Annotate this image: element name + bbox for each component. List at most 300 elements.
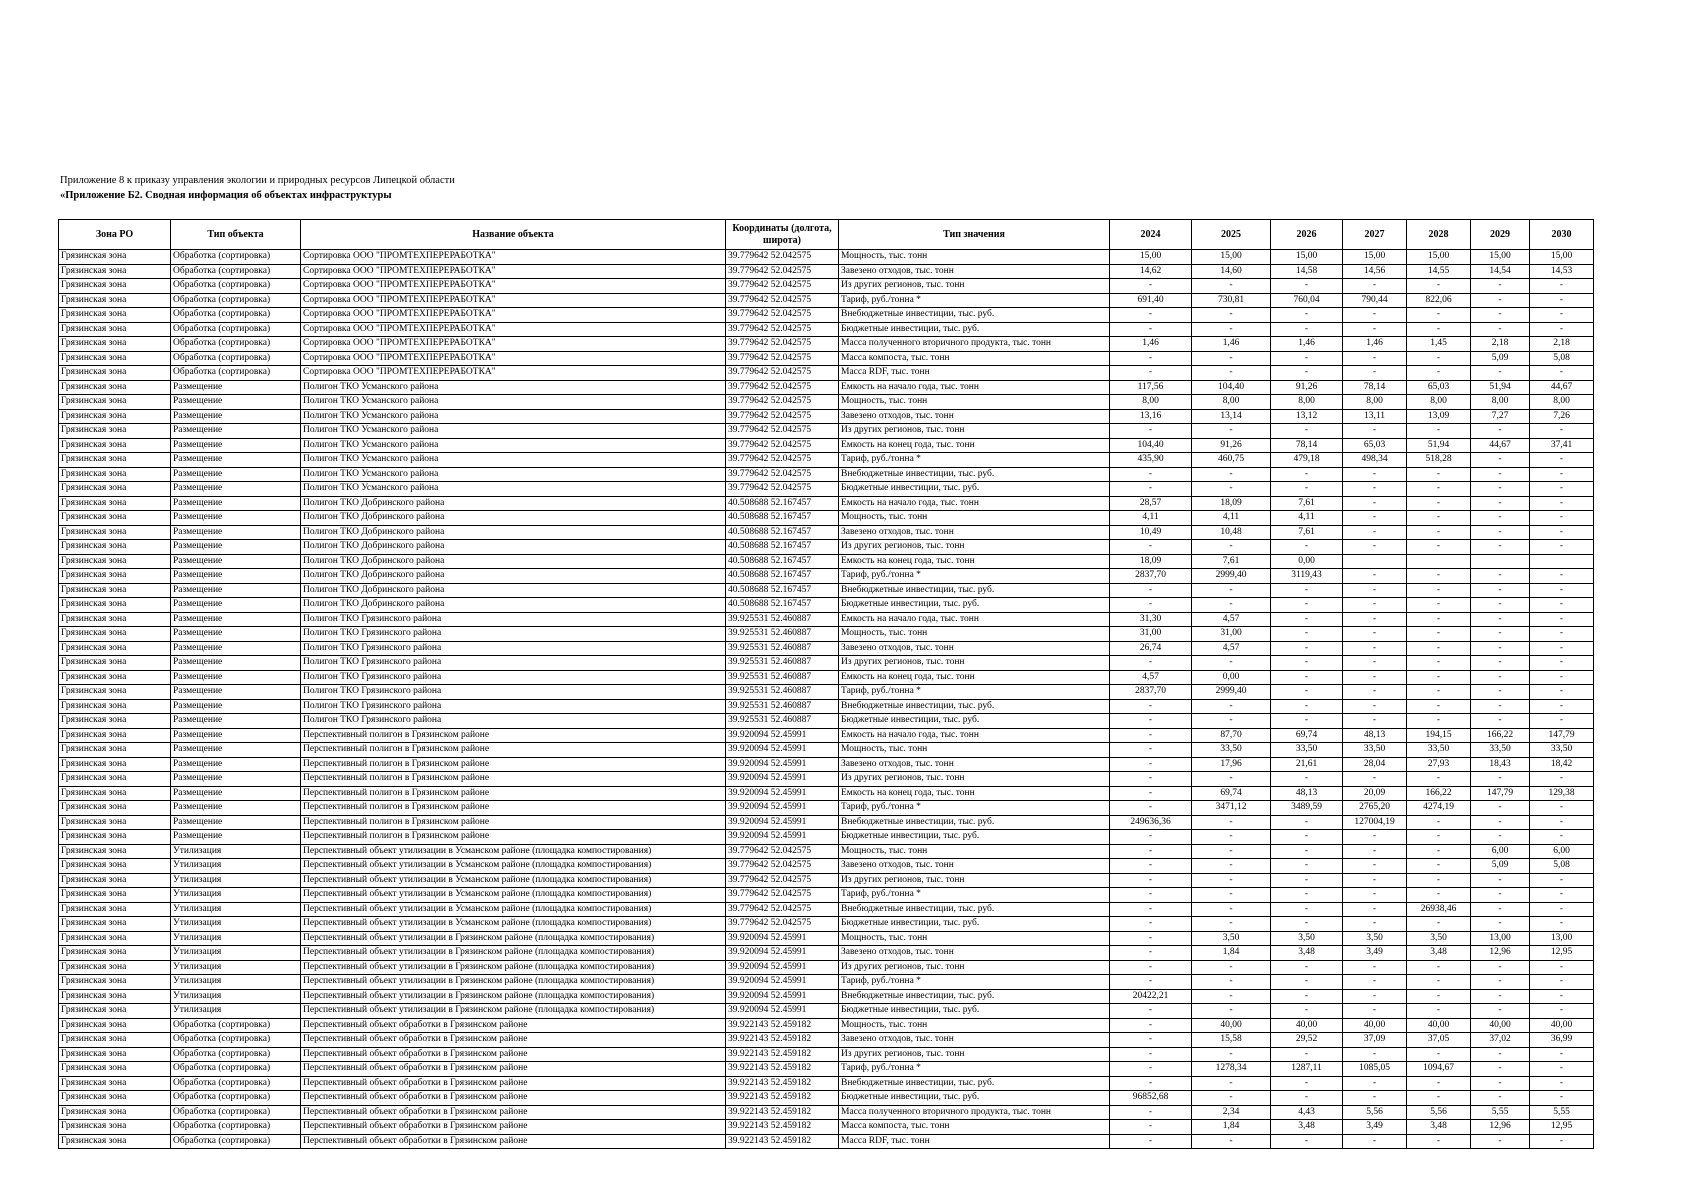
value-cell: -	[1271, 482, 1343, 497]
value-cell: -	[1192, 598, 1271, 613]
value-cell: -	[1530, 1004, 1594, 1019]
value-cell: -	[1471, 1076, 1530, 1091]
value-cell: 5,55	[1530, 1105, 1594, 1120]
value-cell: -	[1271, 699, 1343, 714]
table-cell: Мощность, тыс. тонн	[839, 1018, 1110, 1033]
value-cell: 51,94	[1471, 380, 1530, 395]
value-cell: -	[1343, 844, 1407, 859]
table-cell: Бюджетные инвестиции, тыс. руб.	[839, 1004, 1110, 1019]
value-cell: 4,57	[1192, 641, 1271, 656]
table-body	[59, 250, 1594, 1149]
table-cell: 39.779642 52.042575	[726, 322, 839, 337]
table-cell: 39.779642 52.042575	[726, 293, 839, 308]
value-cell: -	[1343, 569, 1407, 584]
value-cell: -	[1471, 540, 1530, 555]
table-cell: Грязинская зона	[59, 612, 171, 627]
value-cell: -	[1530, 525, 1594, 540]
value-cell: 2837,70	[1110, 685, 1192, 700]
table-cell: Грязинская зона	[59, 467, 171, 482]
value-cell: -	[1407, 1004, 1471, 1019]
value-cell	[1343, 554, 1407, 569]
value-cell: 1,46	[1192, 337, 1271, 352]
value-cell: 15,00	[1343, 250, 1407, 265]
table-cell: Перспективный объект обработки в Грязинском районе	[301, 1018, 726, 1033]
table-row	[59, 1076, 1594, 1091]
table-cell: Грязинская зона	[59, 380, 171, 395]
value-cell: -	[1110, 757, 1192, 772]
value-cell: -	[1471, 714, 1530, 729]
table-cell: 39.920094 52.45991	[726, 772, 839, 787]
value-cell: -	[1192, 482, 1271, 497]
table-cell: Утилизация	[171, 902, 301, 917]
value-cell: 1,84	[1192, 946, 1271, 961]
table-cell: Грязинская зона	[59, 1033, 171, 1048]
value-cell: 12,95	[1530, 1120, 1594, 1135]
value-cell: 91,26	[1271, 380, 1343, 395]
value-cell: -	[1110, 728, 1192, 743]
value-cell: -	[1343, 975, 1407, 990]
value-cell: -	[1530, 960, 1594, 975]
table-cell: 39.925531 52.460887	[726, 714, 839, 729]
table-cell: Размещение	[171, 409, 301, 424]
table-cell: Размещение	[171, 815, 301, 830]
table-cell: Размещение	[171, 757, 301, 772]
table-cell: Размещение	[171, 699, 301, 714]
table-cell: Размещение	[171, 801, 301, 816]
value-cell: -	[1407, 424, 1471, 439]
value-cell: -	[1471, 482, 1530, 497]
value-cell: -	[1407, 772, 1471, 787]
table-cell: Размещение	[171, 670, 301, 685]
value-cell: -	[1407, 525, 1471, 540]
table-cell: Обработка (сортировка)	[171, 293, 301, 308]
value-cell: 117,56	[1110, 380, 1192, 395]
value-cell: 40,00	[1471, 1018, 1530, 1033]
value-cell: 91,26	[1192, 438, 1271, 453]
value-cell: -	[1192, 917, 1271, 932]
value-cell: -	[1271, 815, 1343, 830]
value-cell: 15,58	[1192, 1033, 1271, 1048]
value-cell: -	[1530, 1062, 1594, 1077]
table-cell: Сортировка ООО "ПРОМТЕХПЕРЕРАБОТКА"	[301, 337, 726, 352]
value-cell: -	[1271, 772, 1343, 787]
value-cell: 10,48	[1192, 525, 1271, 540]
value-cell: -	[1343, 656, 1407, 671]
value-cell: -	[1343, 496, 1407, 511]
value-cell: 0,00	[1192, 670, 1271, 685]
value-cell: 127004,19	[1343, 815, 1407, 830]
table-cell: Грязинская зона	[59, 1018, 171, 1033]
table-cell: Грязинская зона	[59, 801, 171, 816]
value-cell: 31,00	[1192, 627, 1271, 642]
value-cell: 12,95	[1530, 946, 1594, 961]
value-cell: 5,56	[1407, 1105, 1471, 1120]
table-cell: Сортировка ООО "ПРОМТЕХПЕРЕРАБОТКА"	[301, 322, 726, 337]
value-cell: 1287,11	[1271, 1062, 1343, 1077]
table-cell: Размещение	[171, 511, 301, 526]
table-cell: Утилизация	[171, 1004, 301, 1019]
value-cell: -	[1110, 801, 1192, 816]
table-cell: Завезено отходов, тыс. тонн	[839, 946, 1110, 961]
value-cell: -	[1110, 1076, 1192, 1091]
value-cell: -	[1110, 873, 1192, 888]
value-cell: -	[1271, 873, 1343, 888]
value-cell: -	[1271, 844, 1343, 859]
value-cell: 730,81	[1192, 293, 1271, 308]
table-cell: Из других регионов, тыс. тонн	[839, 1047, 1110, 1062]
value-cell: 3,49	[1343, 946, 1407, 961]
table-cell: Перспективный полигон в Грязинском районе	[301, 815, 726, 830]
table-cell: 40.508688 52.167457	[726, 511, 839, 526]
table-cell: Бюджетные инвестиции, тыс. руб.	[839, 714, 1110, 729]
value-cell: -	[1407, 583, 1471, 598]
value-cell: -	[1471, 366, 1530, 381]
value-cell: -	[1407, 714, 1471, 729]
value-cell: -	[1343, 511, 1407, 526]
value-cell: -	[1343, 699, 1407, 714]
table-cell: Масса RDF, тыс. тонн	[839, 1134, 1110, 1149]
table-cell: Сортировка ООО "ПРОМТЕХПЕРЕРАБОТКА"	[301, 366, 726, 381]
value-cell: -	[1271, 627, 1343, 642]
value-cell: 498,34	[1343, 453, 1407, 468]
table-cell: Размещение	[171, 714, 301, 729]
table-cell: Утилизация	[171, 931, 301, 946]
table-row	[59, 351, 1594, 366]
value-cell: 15,00	[1471, 250, 1530, 265]
table-cell: Полигон ТКО Усманского района	[301, 438, 726, 453]
table-cell: Утилизация	[171, 989, 301, 1004]
value-cell: -	[1471, 279, 1530, 294]
table-cell: Внебюджетные инвестиции, тыс. руб.	[839, 1076, 1110, 1091]
table-cell: 39.920094 52.45991	[726, 801, 839, 816]
table-cell: Емкость на конец года, тыс. тонн	[839, 438, 1110, 453]
table-cell: Грязинская зона	[59, 917, 171, 932]
infrastructure-table	[58, 219, 1594, 1149]
value-cell: -	[1271, 830, 1343, 845]
table-cell: Мощность, тыс. тонн	[839, 844, 1110, 859]
table-cell: Обработка (сортировка)	[171, 279, 301, 294]
table-cell: 39.920094 52.45991	[726, 728, 839, 743]
table-row	[59, 757, 1594, 772]
value-cell: 3,50	[1271, 931, 1343, 946]
table-cell: Обработка (сортировка)	[171, 250, 301, 265]
column-header: 2026	[1271, 220, 1343, 250]
value-cell: -	[1530, 685, 1594, 700]
value-cell: -	[1343, 670, 1407, 685]
value-cell: 14,62	[1110, 264, 1192, 279]
table-cell: Емкость на конец года, тыс. тонн	[839, 670, 1110, 685]
table-cell: Перспективный объект утилизации в Грязинском районе (площадка компостирования)	[301, 960, 726, 975]
value-cell: -	[1530, 322, 1594, 337]
table-cell: 39.920094 52.45991	[726, 830, 839, 845]
value-cell: 3119,43	[1271, 569, 1343, 584]
value-cell: 1,46	[1343, 337, 1407, 352]
table-cell: Размещение	[171, 641, 301, 656]
value-cell: -	[1343, 714, 1407, 729]
table-cell: Грязинская зона	[59, 1047, 171, 1062]
value-cell: -	[1192, 960, 1271, 975]
table-row	[59, 583, 1594, 598]
table-row	[59, 380, 1594, 395]
value-cell: -	[1192, 699, 1271, 714]
value-cell: -	[1343, 308, 1407, 323]
table-cell: Размещение	[171, 598, 301, 613]
value-cell: -	[1407, 598, 1471, 613]
table-cell: 40.508688 52.167457	[726, 496, 839, 511]
value-cell: -	[1530, 873, 1594, 888]
table-cell: 39.920094 52.45991	[726, 931, 839, 946]
value-cell: 3489,59	[1271, 801, 1343, 816]
value-cell: 8,00	[1407, 395, 1471, 410]
value-cell: -	[1530, 540, 1594, 555]
value-cell: 33,50	[1407, 743, 1471, 758]
table-row	[59, 989, 1594, 1004]
value-cell: -	[1471, 772, 1530, 787]
table-cell: Обработка (сортировка)	[171, 1033, 301, 1048]
value-cell: -	[1192, 844, 1271, 859]
value-cell: -	[1343, 772, 1407, 787]
table-cell: Обработка (сортировка)	[171, 1047, 301, 1062]
value-cell: 18,09	[1192, 496, 1271, 511]
value-cell: -	[1271, 279, 1343, 294]
table-cell: 39.779642 52.042575	[726, 380, 839, 395]
value-cell: 15,00	[1530, 250, 1594, 265]
value-cell: -	[1407, 351, 1471, 366]
table-cell: Размещение	[171, 685, 301, 700]
table-cell: 39.779642 52.042575	[726, 351, 839, 366]
table-cell: Из других регионов, тыс. тонн	[839, 540, 1110, 555]
value-cell: 129,38	[1530, 786, 1594, 801]
value-cell: -	[1110, 743, 1192, 758]
value-cell: 4,57	[1110, 670, 1192, 685]
value-cell: -	[1530, 670, 1594, 685]
value-cell: -	[1471, 670, 1530, 685]
value-cell: -	[1530, 583, 1594, 598]
table-cell: Бюджетные инвестиции, тыс. руб.	[839, 917, 1110, 932]
table-cell: Полигон ТКО Усманского района	[301, 395, 726, 410]
table-cell: Завезено отходов, тыс. тонн	[839, 525, 1110, 540]
value-cell: -	[1110, 1120, 1192, 1135]
value-cell: -	[1271, 641, 1343, 656]
table-cell: Внебюджетные инвестиции, тыс. руб.	[839, 815, 1110, 830]
column-header: Название объекта	[301, 220, 726, 250]
table-cell: Тариф, руб./тонна *	[839, 569, 1110, 584]
value-cell: 15,00	[1271, 250, 1343, 265]
value-cell: -	[1407, 844, 1471, 859]
value-cell: -	[1110, 279, 1192, 294]
value-cell: 479,18	[1271, 453, 1343, 468]
table-cell: Грязинская зона	[59, 1062, 171, 1077]
table-cell: Внебюджетные инвестиции, тыс. руб.	[839, 989, 1110, 1004]
table-cell: Перспективный объект утилизации в Усманском районе (площадка компостирования)	[301, 844, 726, 859]
value-cell: -	[1110, 366, 1192, 381]
table-cell: 39.779642 52.042575	[726, 438, 839, 453]
table-cell: 39.920094 52.45991	[726, 989, 839, 1004]
table-cell: 40.508688 52.167457	[726, 525, 839, 540]
value-cell: -	[1110, 656, 1192, 671]
table-cell: Грязинская зона	[59, 743, 171, 758]
value-cell: 147,79	[1530, 728, 1594, 743]
value-cell: 87,70	[1192, 728, 1271, 743]
table-row	[59, 525, 1594, 540]
value-cell: 7,61	[1271, 525, 1343, 540]
value-cell: -	[1407, 888, 1471, 903]
value-cell: -	[1192, 1076, 1271, 1091]
value-cell: 1,46	[1110, 337, 1192, 352]
value-cell: -	[1471, 830, 1530, 845]
table-row	[59, 670, 1594, 685]
value-cell: 17,96	[1192, 757, 1271, 772]
table-cell: Полигон ТКО Усманского района	[301, 482, 726, 497]
value-cell: -	[1343, 598, 1407, 613]
value-cell: -	[1530, 467, 1594, 482]
table-cell: Обработка (сортировка)	[171, 1120, 301, 1135]
table-cell: Размещение	[171, 728, 301, 743]
table-cell: Масса RDF, тыс. тонн	[839, 366, 1110, 381]
table-cell: Перспективный полигон в Грязинском районе	[301, 772, 726, 787]
value-cell: 5,09	[1471, 351, 1530, 366]
value-cell: -	[1110, 888, 1192, 903]
table-cell: Перспективный объект обработки в Грязинском районе	[301, 1076, 726, 1091]
table-cell: 39.920094 52.45991	[726, 757, 839, 772]
table-cell: Размещение	[171, 830, 301, 845]
value-cell: 5,08	[1530, 859, 1594, 874]
table-cell: Грязинская зона	[59, 540, 171, 555]
value-cell: -	[1530, 598, 1594, 613]
value-cell: -	[1407, 656, 1471, 671]
value-cell: -	[1471, 917, 1530, 932]
table-row	[59, 554, 1594, 569]
table-cell: Грязинская зона	[59, 583, 171, 598]
value-cell: -	[1471, 960, 1530, 975]
table-cell: Емкость на конец года, тыс. тонн	[839, 786, 1110, 801]
table-cell: Обработка (сортировка)	[171, 366, 301, 381]
table-cell: 39.920094 52.45991	[726, 743, 839, 758]
table-cell: 39.920094 52.45991	[726, 815, 839, 830]
table-cell: Грязинская зона	[59, 1105, 171, 1120]
table-cell: Обработка (сортировка)	[171, 1134, 301, 1149]
table-cell: Тариф, руб./тонна *	[839, 801, 1110, 816]
table-row	[59, 902, 1594, 917]
table-cell: Грязинская зона	[59, 1091, 171, 1106]
value-cell: 7,26	[1530, 409, 1594, 424]
table-row	[59, 946, 1594, 961]
value-cell: 0,00	[1271, 554, 1343, 569]
value-cell: -	[1192, 975, 1271, 990]
table-row	[59, 1134, 1594, 1149]
value-cell: -	[1471, 511, 1530, 526]
table-cell: Внебюджетные инвестиции, тыс. руб.	[839, 308, 1110, 323]
value-cell: -	[1192, 1004, 1271, 1019]
value-cell: -	[1407, 511, 1471, 526]
table-row	[59, 598, 1594, 613]
value-cell: -	[1110, 1047, 1192, 1062]
table-cell: Перспективный объект утилизации в Усманском районе (площадка компостирования)	[301, 873, 726, 888]
value-cell: 2,18	[1471, 337, 1530, 352]
value-cell: -	[1271, 989, 1343, 1004]
value-cell: -	[1530, 801, 1594, 816]
table-cell: Сортировка ООО "ПРОМТЕХПЕРЕРАБОТКА"	[301, 250, 726, 265]
value-cell: -	[1192, 366, 1271, 381]
value-cell: 4,11	[1110, 511, 1192, 526]
table-cell: Грязинская зона	[59, 351, 171, 366]
column-header: 2028	[1407, 220, 1471, 250]
table-row	[59, 830, 1594, 845]
table-cell: Размещение	[171, 395, 301, 410]
value-cell: 8,00	[1471, 395, 1530, 410]
table-cell: Грязинская зона	[59, 685, 171, 700]
value-cell: -	[1192, 467, 1271, 482]
value-cell: -	[1530, 424, 1594, 439]
value-cell: -	[1271, 583, 1343, 598]
value-cell: 5,08	[1530, 351, 1594, 366]
table-cell: Перспективный объект обработки в Грязинском районе	[301, 1134, 726, 1149]
value-cell: 65,03	[1407, 380, 1471, 395]
table-row	[59, 627, 1594, 642]
table-cell: Грязинская зона	[59, 482, 171, 497]
value-cell: 8,00	[1192, 395, 1271, 410]
value-cell: -	[1530, 482, 1594, 497]
table-cell: Сортировка ООО "ПРОМТЕХПЕРЕРАБОТКА"	[301, 279, 726, 294]
table-cell: Полигон ТКО Усманского района	[301, 409, 726, 424]
table-cell: Размещение	[171, 554, 301, 569]
table-row	[59, 308, 1594, 323]
value-cell: 1094,67	[1407, 1062, 1471, 1077]
table-cell: Из других регионов, тыс. тонн	[839, 656, 1110, 671]
table-cell: Обработка (сортировка)	[171, 1018, 301, 1033]
value-cell: 13,00	[1530, 931, 1594, 946]
value-cell: 37,41	[1530, 438, 1594, 453]
table-cell: Грязинская зона	[59, 308, 171, 323]
table-cell: Обработка (сортировка)	[171, 308, 301, 323]
table-cell: Размещение	[171, 380, 301, 395]
value-cell: -	[1271, 656, 1343, 671]
value-cell: -	[1407, 917, 1471, 932]
table-cell: 39.779642 52.042575	[726, 859, 839, 874]
value-cell: -	[1530, 989, 1594, 1004]
column-header: 2025	[1192, 220, 1271, 250]
value-cell: -	[1343, 830, 1407, 845]
value-cell: -	[1110, 583, 1192, 598]
table-cell: Масса компоста, тыс. тонн	[839, 351, 1110, 366]
value-cell: -	[1530, 453, 1594, 468]
table-cell: Грязинская зона	[59, 946, 171, 961]
table-cell: Грязинская зона	[59, 569, 171, 584]
table-cell: Полигон ТКО Грязинского района	[301, 627, 726, 642]
table-cell: Мощность, тыс. тонн	[839, 743, 1110, 758]
table-row	[59, 482, 1594, 497]
table-cell: 39.779642 52.042575	[726, 902, 839, 917]
value-cell: -	[1271, 859, 1343, 874]
value-cell: 7,61	[1192, 554, 1271, 569]
value-cell: -	[1407, 975, 1471, 990]
value-cell: -	[1192, 873, 1271, 888]
value-cell: -	[1192, 714, 1271, 729]
value-cell: -	[1530, 293, 1594, 308]
table-cell: 40.508688 52.167457	[726, 583, 839, 598]
value-cell: 20422,21	[1110, 989, 1192, 1004]
table-cell: Из других регионов, тыс. тонн	[839, 873, 1110, 888]
value-cell: 435,90	[1110, 453, 1192, 468]
table-cell: Полигон ТКО Добринского района	[301, 496, 726, 511]
value-cell: -	[1271, 308, 1343, 323]
table-cell: Размещение	[171, 482, 301, 497]
table-cell: Из других регионов, тыс. тонн	[839, 424, 1110, 439]
table-cell: Перспективный объект утилизации в Грязинском районе (площадка компостирования)	[301, 989, 726, 1004]
table-cell: Емкость на начало года, тыс. тонн	[839, 612, 1110, 627]
table-cell: Размещение	[171, 540, 301, 555]
table-cell: 39.925531 52.460887	[726, 685, 839, 700]
